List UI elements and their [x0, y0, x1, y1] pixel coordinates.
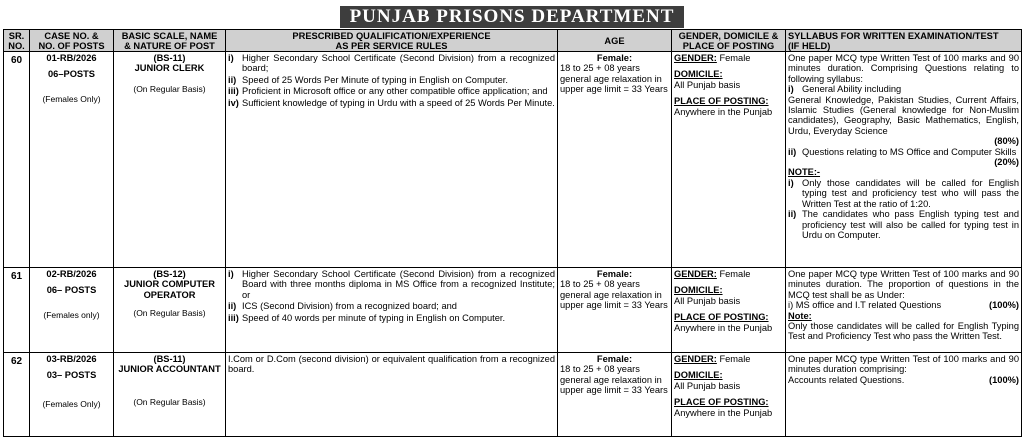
- scale-label: (BS-12): [153, 269, 186, 279]
- note-item: i) Only those candidates will be called for English typing test and proficiency test who will pass the Written Test at the ratio of 1:20.: [788, 177, 1019, 209]
- posting-label: PLACE OF POSTING:: [674, 312, 769, 323]
- qualification-item: iii) Proficient in Microsoft office or any other compatible office application; and: [228, 86, 548, 97]
- post-name: OPERATOR: [143, 289, 196, 300]
- gender-cell: [672, 52, 786, 268]
- posts-table: [3, 29, 1022, 437]
- qualification-item: iii) Speed of 40 words per minute of typing in English on Computer.: [228, 312, 506, 323]
- scale-label: (BS-11): [153, 354, 186, 364]
- case-number: 03-RB/2026: [46, 354, 97, 364]
- age-text: 18 to 25 + 08 years general age relaxation in upper age limit = 33 Years: [560, 364, 668, 396]
- note-text: Only those candidates will be called for English Typing Test and Proficiency Test who pass the Written Test.: [788, 321, 1019, 342]
- header-basic-scale: BASIC SCALE, NAME & NATURE OF POST: [114, 30, 226, 52]
- posting-value: Anywhere in the Punjab: [674, 407, 773, 418]
- gender-value: Female: [716, 269, 751, 279]
- header-sr: SR. NO.: [4, 30, 30, 52]
- gender-label: GENDER:: [674, 53, 717, 63]
- syllabus-item: i) MS office and I.T related Questions (100%): [788, 300, 1019, 311]
- nature-label: (On Regular Basis): [133, 396, 206, 407]
- scale-label: (BS-11): [153, 53, 186, 63]
- syllabus-cell: [786, 353, 1022, 437]
- syllabus-detail: General Knowledge, Pakistan Studies, Current Affairs, Islamic Studies (General knowledge for Non-Muslim candidates), Geography, Basic Mathematics, English, Urdu, Everyday Science: [788, 94, 1019, 136]
- post-name: JUNIOR CLERK: [134, 63, 205, 74]
- qualification-item: ii) ICS (Second Division) from a recognized board; and: [228, 301, 457, 312]
- posting-label: PLACE OF POSTING:: [674, 397, 769, 408]
- note-label: Note:: [788, 310, 812, 321]
- sr-number: 62: [4, 353, 30, 437]
- domicile-value: All Punjab basis: [674, 295, 741, 306]
- posting-value: Anywhere in the Punjab: [674, 322, 773, 333]
- syllabus-cell: [786, 268, 1022, 353]
- syllabus-percent: (100%): [989, 300, 1019, 311]
- sr-number: 60: [4, 52, 30, 268]
- qualification-item: i) Higher Secondary School Certificate (Second Division) from a recognized board;: [228, 53, 555, 74]
- gender-label: GENDER:: [674, 354, 717, 364]
- syllabus-item: i) General Ability including: [788, 84, 902, 95]
- syllabus-percent: (20%): [994, 157, 1019, 168]
- post-cell: [114, 52, 226, 268]
- age-label: Female:: [596, 53, 633, 63]
- note-label: NOTE:-: [788, 167, 821, 178]
- post-cell: [114, 268, 226, 353]
- age-text: 18 to 25 + 08 years general age relaxation in upper age limit = 33 Years: [560, 63, 668, 95]
- header-case: CASE NO. & NO. OF POSTS: [30, 30, 114, 52]
- table-row: [4, 52, 1022, 268]
- case-cell: [30, 268, 114, 353]
- table-header-row: [4, 30, 1022, 52]
- quota-label: (Females Only): [42, 93, 101, 104]
- case-cell: [30, 353, 114, 437]
- post-name: JUNIOR ACCOUNTANT: [118, 364, 221, 375]
- syllabus-percent: (100%): [989, 374, 1019, 385]
- table-row: [4, 268, 1022, 353]
- domicile-value: All Punjab basis: [674, 79, 741, 90]
- qualification-item: i) Higher Secondary School Certificate (Second Division) from a recognized Board with three months diploma in MS Office from a recognized Institute; or: [228, 269, 555, 300]
- nature-label: (On Regular Basis): [133, 83, 206, 94]
- syllabus-cell: [786, 52, 1022, 268]
- quota-label: (Females only): [43, 309, 100, 320]
- department-banner: [0, 6, 1024, 28]
- syllabus-intro: One paper MCQ type Written Test of 100 marks and 90 minutes duration comprising:: [788, 354, 1019, 375]
- nature-label: (On Regular Basis): [133, 308, 206, 319]
- gender-label: GENDER:: [674, 269, 717, 279]
- qualification-item: iv) Sufficient knowledge of typing in Urdu with a speed of 25 Words Per Minute.: [228, 97, 555, 108]
- syllabus-intro: One paper MCQ type Written Test of 100 marks and 90 minutes duration. The proportion of questions in the MCQ test shall be as Under:: [788, 269, 1019, 300]
- age-cell: [558, 268, 672, 353]
- qualification-cell: [226, 52, 558, 268]
- age-text: 18 to 25 + 08 years general age relaxation in upper age limit = 33 Years: [560, 279, 668, 311]
- qualification-cell: [226, 268, 558, 353]
- department-title: PUNJAB PRISONS DEPARTMENT: [340, 6, 685, 28]
- posting-label: PLACE OF POSTING:: [674, 96, 769, 107]
- header-qualification: PRESCRIBED QUALIFICATION/EXPERIENCE AS PER SERVICE RULES: [226, 30, 558, 52]
- domicile-label: DOMICILE:: [674, 370, 723, 381]
- posts-count: 03– POSTS: [46, 370, 97, 381]
- syllabus-item: Accounts related Questions. (100%): [788, 374, 1019, 385]
- case-number: 02-RB/2026: [46, 269, 97, 279]
- age-cell: [558, 353, 672, 437]
- gender-value: Female: [716, 354, 751, 364]
- post-cell: [114, 353, 226, 437]
- gender-value: Female: [716, 53, 751, 63]
- gender-cell: [672, 268, 786, 353]
- syllabus-intro: One paper MCQ type Written Test of 100 marks and 90 minutes duration. Comprising Questions relating to following syllabus:: [788, 53, 1019, 84]
- gender-cell: [672, 353, 786, 437]
- syllabus-percent: (80%): [994, 136, 1019, 147]
- qualification-text: I.Com or D.Com (second division) or equivalent qualification from a recognized board.: [228, 354, 555, 375]
- header-age: AGE: [558, 30, 672, 52]
- table-row: [4, 353, 1022, 437]
- age-cell: [558, 52, 672, 268]
- quota-label: (Females Only): [42, 398, 101, 409]
- syllabus-item: ii) Questions relating to MS Office and Computer Skills: [788, 146, 1017, 157]
- domicile-label: DOMICILE:: [674, 69, 723, 80]
- case-cell: [30, 52, 114, 268]
- domicile-label: DOMICILE:: [674, 285, 723, 296]
- header-gender: GENDER, DOMICILE & PLACE OF POSTING: [672, 30, 786, 52]
- posts-count: 06– POSTS: [46, 285, 97, 296]
- sr-number: 61: [4, 268, 30, 353]
- age-label: Female:: [596, 269, 633, 279]
- header-syllabus: SYLLABUS FOR WRITTEN EXAMINATION/TEST (IF HELD): [786, 30, 1022, 52]
- qualification-item: ii) Speed of 25 Words Per Minute of typing in English on Computer.: [228, 74, 508, 85]
- posts-count: 06–POSTS: [47, 69, 96, 80]
- qualification-cell: [226, 353, 558, 437]
- post-name: JUNIOR COMPUTER: [124, 279, 215, 290]
- case-number: 01-RB/2026: [46, 53, 97, 63]
- note-item: ii) The candidates who pass English typing test and proficiency test will also be called for typing test in Urdu on Computer.: [788, 209, 1019, 240]
- age-label: Female:: [596, 354, 633, 364]
- domicile-value: All Punjab basis: [674, 380, 741, 391]
- posting-value: Anywhere in the Punjab: [674, 106, 773, 117]
